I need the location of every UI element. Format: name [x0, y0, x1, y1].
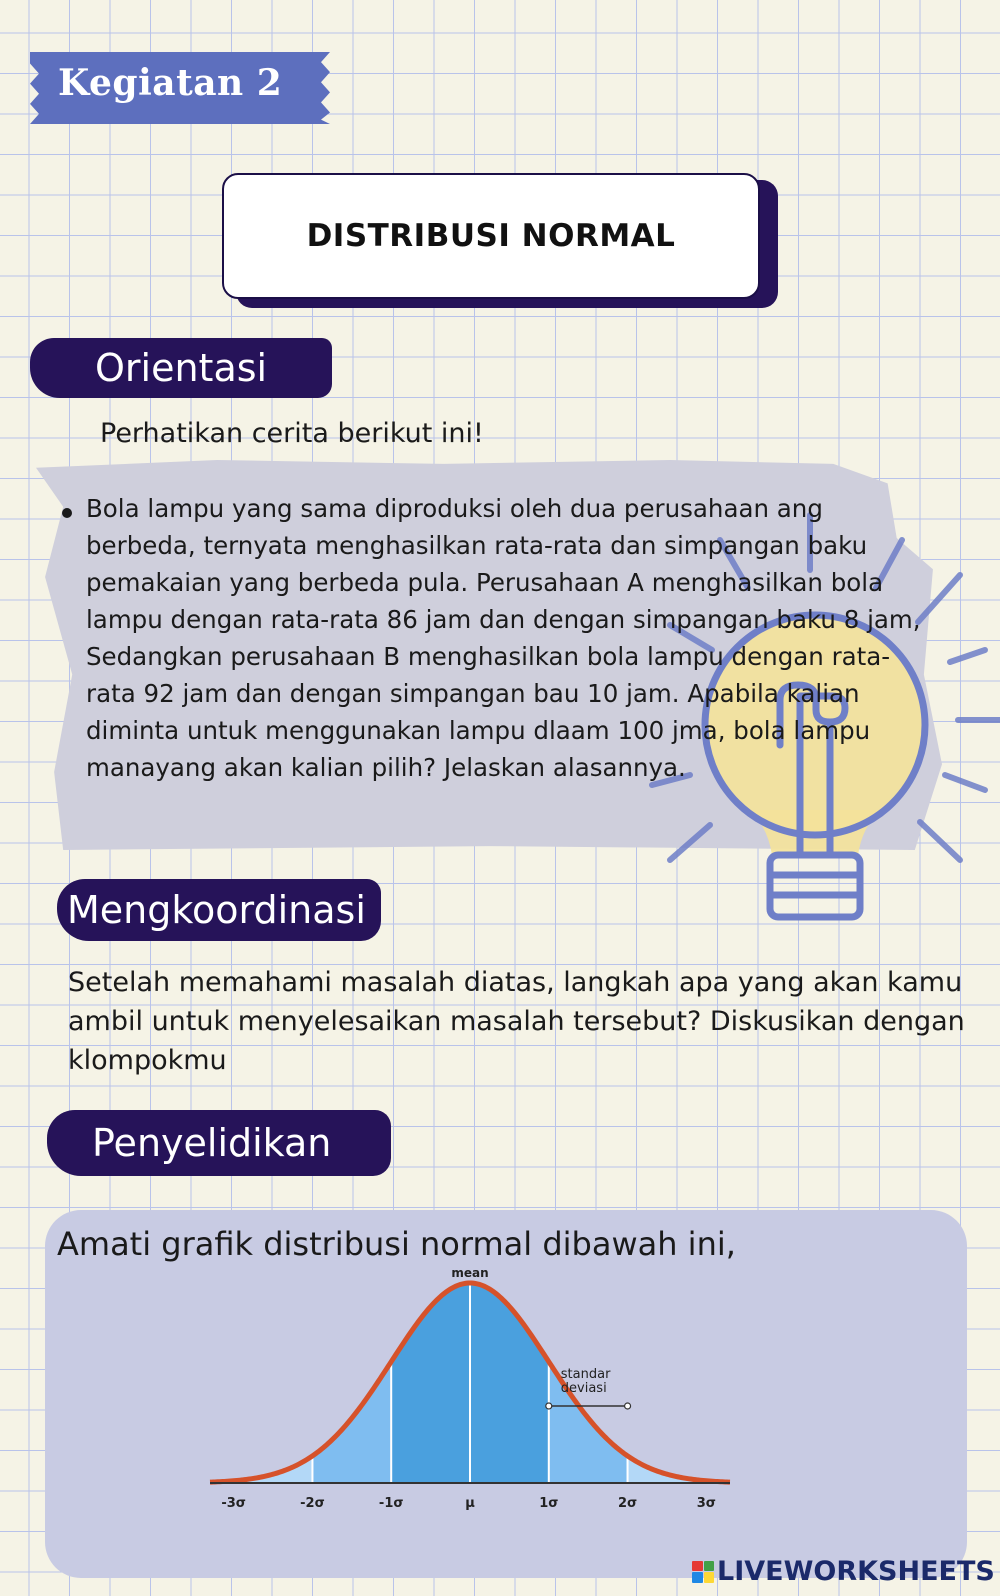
graph-instruction: Amati grafik distribusi normal dibawah ini, — [57, 1225, 736, 1263]
tick-label: μ — [465, 1496, 475, 1511]
tick-label: -1σ — [378, 1496, 404, 1511]
mean-annotation: mean — [451, 1266, 489, 1280]
tick-label: -3σ — [221, 1496, 246, 1511]
tick-label: 3σ — [696, 1496, 716, 1511]
sd-annotation-line2: deviasi — [560, 1381, 607, 1396]
bullet-icon — [62, 508, 72, 518]
mengkoordinasi-text: Setelah memahami masalah diatas, langkah apa yang akan kamu ambil untuk menyelesaikan masalah tersebut? Diskusikan dengan klompokmu — [68, 967, 965, 1076]
activity-tag-label: Kegiatan 2 — [58, 62, 283, 104]
tick-label: 2σ — [617, 1496, 638, 1511]
orientasi-instruction: Perhatikan cerita berikut ini! — [100, 418, 484, 449]
liveworksheets-logo-icon — [692, 1561, 714, 1583]
mengkoordinasi-heading: Mengkoordinasi — [57, 879, 381, 941]
page-title: DISTRIBUSI NORMAL — [306, 218, 676, 254]
title-box — [222, 173, 760, 299]
footer-brand — [692, 1556, 995, 1587]
orientasi-heading: Orientasi — [30, 338, 332, 398]
normal-distribution-chart — [200, 1265, 760, 1565]
footer-brand-text: LIVEWORKSHEETS — [717, 1556, 995, 1587]
penyelidikan-heading: Penyelidikan — [47, 1110, 391, 1176]
tick-label: -2σ — [300, 1496, 325, 1511]
story-text: Bola lampu yang sama diproduksi oleh dua perusahaan ang berbeda, ternyata menghasilkan rata-rata dan simpangan baku pemakaian yang berbeda pula. Perusahaan A menghasilkan bola lampu dengan rata-rata 86 jam dan dengan simpangan baku 8 jam, Sedangkan perusahaan B menghasilkan bola lampu dengan rata-rata 92 jam dan dengan simpangan bau 10 jam. Apabila kalian diminta untuk menggunakan lampu dlaam 100 jma, bola lampu manayang akan kalian pilih? Jelaskan alasannya. — [86, 494, 921, 782]
sd-annotation-line1: standar — [560, 1367, 611, 1382]
tick-label: 1σ — [539, 1496, 559, 1511]
